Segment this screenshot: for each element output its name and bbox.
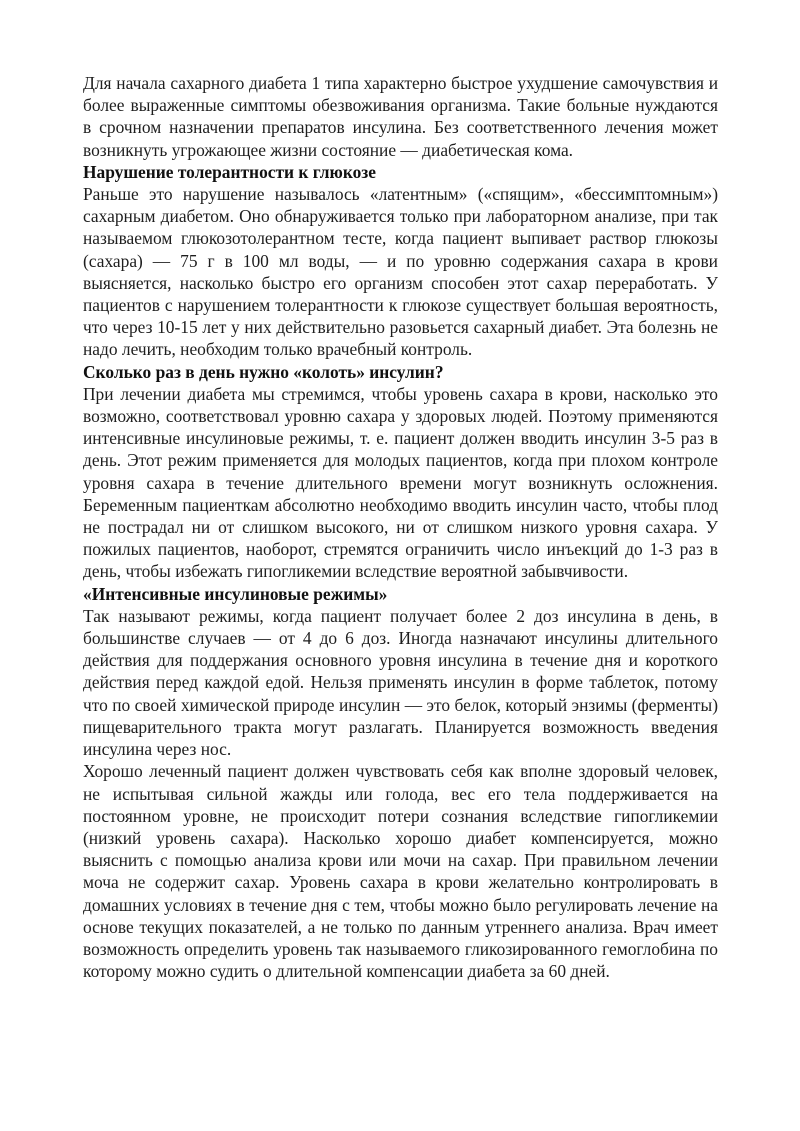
paragraph-intensive-regimens-2: Хорошо леченный пациент должен чувствовать себя как вполне здоровый человек, не испытывая сильной жажды или голода, вес его тела поддерживается на постоянном уровне, не происходит потери сознания вследствие гипогликемии (низкий уровень сахара). Насколько хорошо диабет компенсируется, можно выяснить с помощью анализа крови или мочи на сахар. При правильном лечении моча не содержит сахар. Уровень сахара в крови желательно контролировать в домашних условиях в течение дня с тем, чтобы можно было регулировать лечение на основе текущих показателей, а не только по данным утреннего анализа. Врач имеет возможность определить уровень так называемого гликозированного гемоглобина по которому можно судить о длительной компенсации диабета за 60 дней. xyxy=(83,761,718,982)
heading-glucose-tolerance: Нарушение толерантности к глюкозе xyxy=(83,161,377,182)
paragraph-intensive-regimens-1: Так называют режимы, когда пациент получает более 2 доз инсулина в день, в большинстве случаев — от 4 до 6 доз. Иногда назначают инсулины длительного действия для поддержания основного уровня инсулина в течение дня и короткого действия перед каждой едой. Нельзя применять инсулин в форме таблеток, потому что по своей химической природе инсулин — это белок, который энзимы (ферменты) пищеварительного тракта могут разлагать. Планируется возможность введения инсулина через нос. xyxy=(83,605,718,760)
paragraph-glucose-tolerance: Раньше это нарушение называлось «латентным» («спящим», «бессимптомным») сахарным диабетом. Оно обнаруживается только при лабораторном анализе, при так называемом глюкозотолерантном тесте, когда пациент выпивает раствор глюкозы (сахара) — 75 г в 100 мл воды, — и по уровню содержания сахара в крови выясняется, насколько быстро его организм способен этот сахар переработать. У пациентов с нарушением толерантности к глюкозе существует большая вероятность, что через 10-15 лет у них действительно разовьется сахарный диабет. Эта болезнь не надо лечить, необходим только врачебный контроль. xyxy=(83,184,718,360)
document-page xyxy=(83,72,718,982)
intro-paragraph: Для начала сахарного диабета 1 типа характерно быстрое ухудшение самочувствия и более выраженные симптомы обезвоживания организма. Такие больные нуждаются в срочном назначении препаратов инсулина. Без соответственного лечения может возникнуть угрожающее жизни состояние — диабетическая кома. xyxy=(83,73,718,160)
heading-injections-per-day: Сколько раз в день нужно «колоть» инсулин? xyxy=(83,361,444,382)
paragraph-injections-per-day: При лечении диабета мы стремимся, чтобы уровень сахара в крови, насколько это возможно, соответствовал уровню сахара у здоровых людей. Поэтому применяются интенсивные инсулиновые режимы, т. е. пациент должен вводить инсулин 3-5 раз в день. Этот режим применяется для молодых пациентов, когда при плохом контроле уровня сахара в течение длительного времени могут возникнуть осложнения. Беременным пациенткам абсолютно необходимо вводить инсулин часто, чтобы плод не пострадал ни от слишком высокого, ни от слишком низкого уровня сахара. У пожилых пациентов, наоборот, стремятся ограничить число инъекций до 1-3 раз в день, чтобы избежать гипогликемии вследствие вероятной забывчивости. xyxy=(83,383,718,582)
heading-intensive-regimens: «Интенсивные инсулиновые режимы» xyxy=(83,583,388,604)
